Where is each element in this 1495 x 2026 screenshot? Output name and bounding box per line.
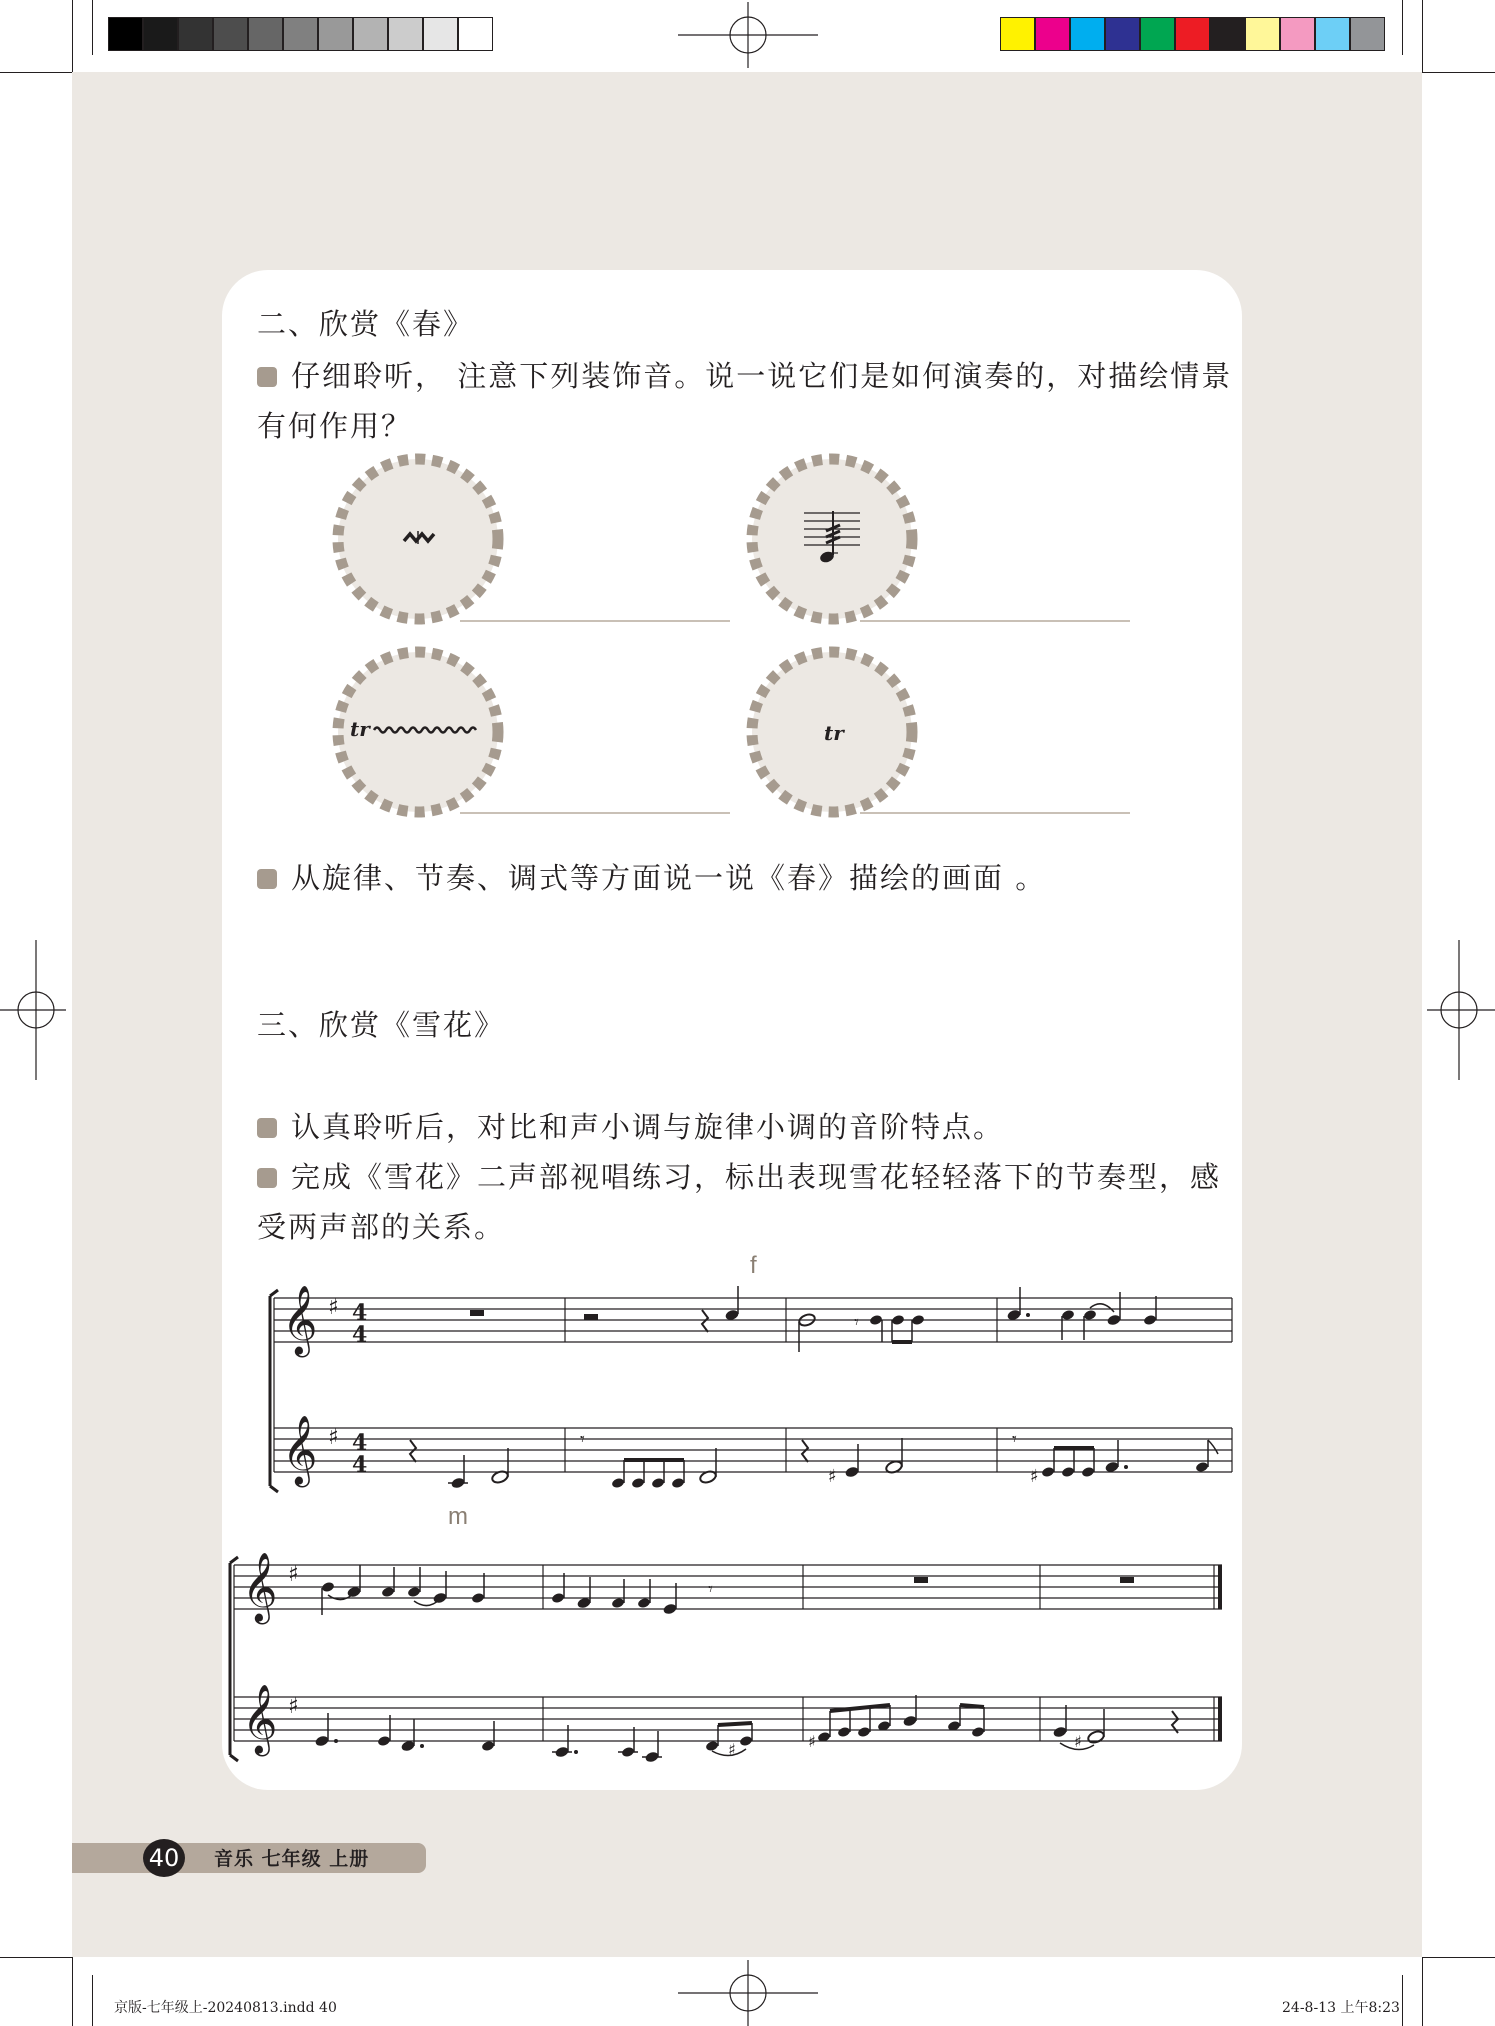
question-sightsinging: 完成《雪花》二声部视唱练习，标出表现雪花轻轻落下的节奏型，感: [257, 1155, 1221, 1196]
svg-text:tr: tr: [350, 717, 370, 741]
ornament-circle-1: [330, 451, 506, 627]
color-swatch: [1210, 17, 1245, 51]
svg-text:♯: ♯: [728, 1740, 736, 1759]
question-sightsinging-cont: 受两声部的关系。: [257, 1210, 506, 1244]
slug-date: 24-8-13 上午8:23: [1282, 2000, 1400, 2016]
registration-mark-top: [678, 2, 818, 68]
ornament-circle-4: [744, 644, 920, 820]
answer-line-2[interactable]: [860, 620, 1130, 622]
answer-line-1[interactable]: [460, 620, 730, 622]
svg-text:𝄾: 𝄾: [854, 1312, 859, 1333]
svg-text:𝄾: 𝄾: [1012, 1429, 1017, 1450]
bullet-icon: [257, 869, 277, 889]
color-swatch: [1105, 17, 1140, 51]
color-swatch: [1175, 17, 1210, 51]
svg-text:♯: ♯: [1074, 1732, 1082, 1751]
page-number: 40: [143, 1839, 185, 1877]
bullet-icon: [257, 367, 277, 387]
section-heading-snowflake: 三、欣赏《雪花》: [257, 1008, 506, 1042]
slug-file: 京版-七年级上-20240813.indd 40: [114, 2000, 337, 2016]
color-swatch: [108, 17, 143, 51]
svg-text:♯: ♯: [808, 1732, 816, 1751]
score-system-2: [218, 1545, 1228, 1770]
trill-icon: tr: [824, 721, 844, 745]
section-heading-spring: 二、欣赏《春》: [257, 307, 475, 341]
color-swatch: [1315, 17, 1350, 51]
book-title: 音乐 七年级 上册: [214, 1848, 370, 1870]
svg-text:4: 4: [352, 1322, 368, 1348]
color-swatch: [1350, 17, 1385, 51]
color-swatch: [143, 17, 178, 51]
dynamic-marking-lower: m: [448, 1503, 468, 1530]
question-scales: 认真聆听后，对比和声小调与旋律小调的音阶特点。: [257, 1105, 1004, 1146]
color-swatch: [213, 17, 248, 51]
color-swatch: [283, 17, 318, 51]
registration-mark-bottom: [678, 1960, 818, 2026]
svg-text:♯: ♯: [828, 1466, 837, 1487]
color-swatch: [1070, 17, 1105, 51]
color-swatch: [1000, 17, 1035, 51]
color-swatch: [248, 17, 283, 51]
color-swatch: [458, 17, 493, 51]
svg-text:𝄞: 𝄞: [282, 1415, 318, 1485]
color-swatch: [1280, 17, 1315, 51]
ornament-circle-3: [330, 644, 506, 820]
color-swatch: [1245, 17, 1280, 51]
color-swatch: [353, 17, 388, 51]
svg-text:𝄾: 𝄾: [580, 1429, 585, 1450]
answer-line-3[interactable]: [460, 812, 730, 814]
bullet-icon: [257, 1118, 277, 1138]
svg-text:♯: ♯: [328, 1425, 339, 1450]
svg-text:♯: ♯: [288, 1562, 299, 1587]
score-system-1: [262, 1280, 1234, 1500]
color-swatch: [178, 17, 213, 51]
svg-text:♯: ♯: [288, 1694, 299, 1719]
answer-line-4[interactable]: [860, 812, 1130, 814]
ornament-circle-2: [744, 451, 920, 627]
color-swatch: [388, 17, 423, 51]
color-swatch: [318, 17, 353, 51]
svg-text:4: 4: [352, 1300, 368, 1326]
svg-text:𝄞: 𝄞: [282, 1285, 318, 1355]
registration-mark-left: [0, 940, 66, 1080]
svg-text:𝄞: 𝄞: [242, 1552, 278, 1622]
color-swatch: [423, 17, 458, 51]
svg-text:𝄾: 𝄾: [708, 1579, 713, 1600]
question-picture: 从旋律、节奏、调式等方面说一说《春》描绘的画面 。: [257, 856, 1046, 897]
svg-text:♯: ♯: [1030, 1466, 1039, 1487]
color-swatch: [1035, 17, 1070, 51]
bullet-icon: [257, 1168, 277, 1188]
question-ornaments-cont: 有何作用？: [257, 409, 413, 443]
svg-text:♯: ♯: [328, 1295, 339, 1320]
color-swatch: [1140, 17, 1175, 51]
svg-text:𝄞: 𝄞: [242, 1684, 278, 1754]
registration-mark-right: [1427, 940, 1495, 1080]
svg-text:4: 4: [352, 1430, 368, 1456]
dynamic-marking-upper: f: [750, 1252, 757, 1279]
svg-text:4: 4: [352, 1452, 368, 1478]
question-ornaments: 仔细聆听， 注意下列装饰音。说一说它们是如何演奏的，对描绘情景: [257, 354, 1232, 395]
